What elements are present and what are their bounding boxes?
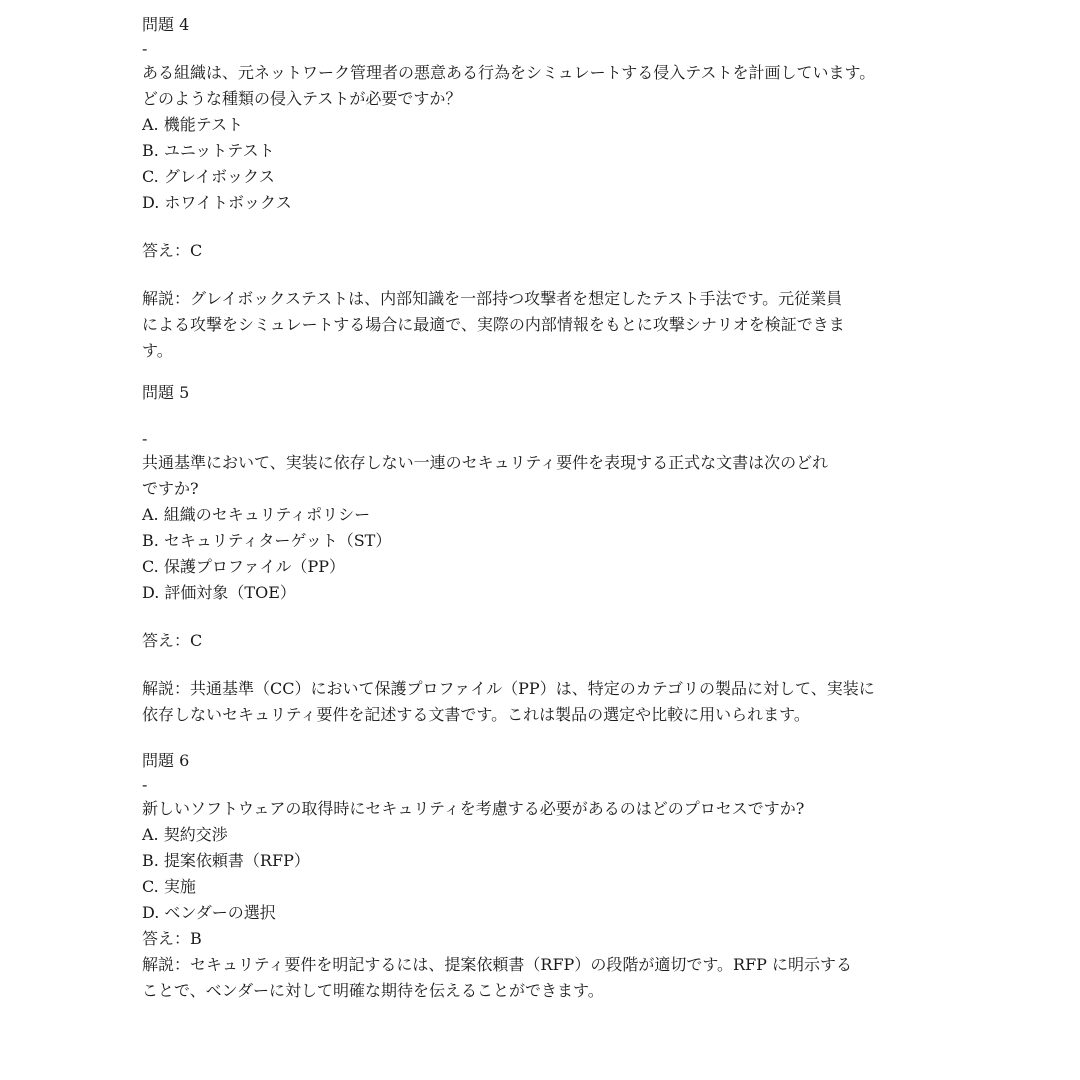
answer: 答え：C (142, 631, 203, 650)
question-title: 問題 6 (142, 751, 190, 770)
question-text-line: 共通基準において、実装に依存しない一連のセキュリティ要件を表現する正式な文書は次のどれ (142, 453, 829, 472)
option-d: D. 評価対象（TOE） (142, 583, 296, 602)
option-c: C. 実施 (142, 877, 196, 896)
separator-dash: - (142, 39, 148, 58)
explanation-line: 解説：セキュリティ要件を明記するには、提案依頼書（RFP）の段階が適切です。RFP に明示する (142, 955, 853, 974)
question-text-line: ある組織は、元ネットワーク管理者の悪意ある行為をシミュレートする侵入テストを計画しています。 (142, 63, 876, 82)
explanation-line: 依存しないセキュリティ要件を記述する文書です。これは製品の選定や比較に用いられます。 (142, 705, 810, 724)
explanation-line: 解説：共通基準（CC）において保護プロファイル（PP）は、特定のカテゴリの製品に対して、実装に (142, 679, 875, 698)
option-a: A. 組織のセキュリティポリシー (142, 505, 371, 524)
option-b: B. セキュリティターゲット（ST） (142, 531, 392, 550)
option-a: A. 機能テスト (142, 115, 244, 134)
option-c: C. 保護プロファイル（PP） (142, 557, 346, 576)
question-title: 問題 5 (142, 383, 190, 402)
option-d: D. ホワイトボックス (142, 193, 292, 212)
option-a: A. 契約交渉 (142, 825, 228, 844)
option-b: B. ユニットテスト (142, 141, 275, 160)
option-d: D. ベンダーの選択 (142, 903, 276, 922)
question-title: 問題 4 (142, 15, 190, 34)
question-text-line: どのような種類の侵入テストが必要ですか？ (142, 89, 462, 108)
question-text-line: ですか? (142, 479, 199, 498)
explanation-line: 解説：グレイボックステストは、内部知識を一部持つ攻撃者を想定したテスト手法です。元従業員 (142, 289, 843, 308)
explanation-line: す。 (142, 341, 173, 360)
option-c: C. グレイボックス (142, 167, 275, 186)
separator-dash: - (142, 429, 148, 448)
option-b: B. 提案依頼書（RFP） (142, 851, 310, 870)
answer: 答え：B (142, 929, 202, 948)
explanation-line: による攻撃をシミュレートする場合に最適で、実際の内部情報をもとに攻撃シナリオを検証できま (142, 315, 845, 334)
explanation-line: ことで、ベンダーに対して明確な期待を伝えることができます。 (142, 981, 604, 1000)
answer: 答え：C (142, 241, 203, 260)
question-text-line: 新しいソフトウェアの取得時にセキュリティを考慮する必要があるのはどのプロセスですか? (142, 799, 805, 818)
separator-dash: - (142, 775, 148, 794)
